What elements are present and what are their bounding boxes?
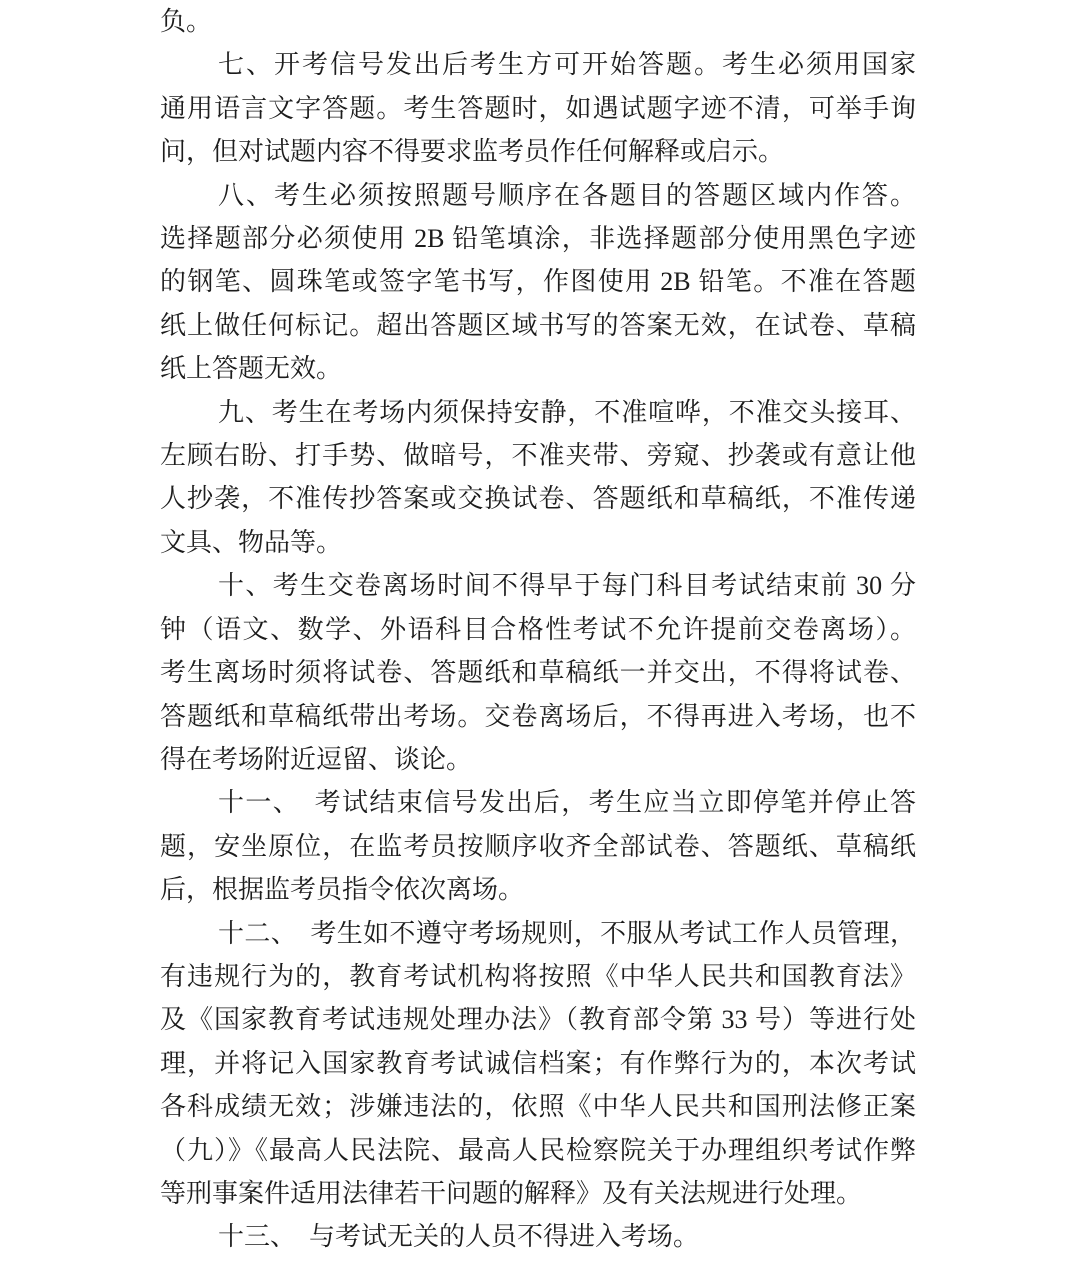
paragraph — [160, 1215, 916, 1258]
text-line: （九）》《最高人民法院、最高人民检察院关于办理组织考试作弊 — [160, 1135, 916, 1165]
text-line: 及《国家教育考试违规处理办法》（教育部令第 33 号）等进行处 — [160, 1005, 916, 1035]
text-line: 左顾右盼、打手势、做暗号，不准夹带、旁窥、抄袭或有意让他 — [160, 441, 916, 471]
text-line: 十一、 考试结束信号发出后，考生应当立即停笔并停止答 — [218, 788, 916, 818]
text-line: 负。 — [160, 7, 213, 36]
text-line: 答题纸和草稿纸带出考场。交卷离场后，不得再进入考场，也不 — [160, 701, 916, 731]
text-line: 题，安坐原位，在监考员按顺序收齐全部试卷、答题纸、草稿纸 — [160, 831, 916, 861]
text-line: 纸上做任何标记。超出答题区域书写的答案无效，在试卷、草稿 — [160, 310, 916, 340]
text-line: 通用语言文字答题。考生答题时，如遇试题字迹不清，可举手询 — [160, 93, 916, 123]
text-line: 纸上答题无效。 — [160, 354, 343, 384]
text-line: 问，但对试题内容不得要求监考员作任何解释或启示。 — [160, 137, 785, 167]
paragraph — [160, 43, 916, 173]
text-line: 理，并将记入国家教育考试诚信档案；有作弊行为的，本次考试 — [160, 1048, 916, 1078]
text-line: 人抄袭，不准传抄答案或交换试卷、答题纸和草稿纸，不准传递 — [160, 484, 916, 514]
paragraph — [160, 174, 916, 391]
paragraph — [160, 564, 916, 781]
text-line: 有违规行为的，教育考试机构将按照《中华人民共和国教育法》 — [160, 961, 916, 991]
text-line: 十、考生交卷离场时间不得早于每门科目考试结束前 30 分 — [218, 571, 916, 601]
text-line: 七、开考信号发出后考生方可开始答题。考生必须用国家 — [218, 50, 916, 80]
text-line: 九、考生在考场内须保持安静，不准喧哗，不准交头接耳、 — [218, 397, 916, 427]
text-line: 十三、 与考试无关的人员不得进入考场。 — [218, 1222, 700, 1252]
paragraph — [160, 781, 916, 911]
text-line: 等刑事案件适用法律若干问题的解释》及有关法规进行处理。 — [160, 1178, 863, 1208]
text-line: 钟（语文、数学、外语科目合格性考试不允许提前交卷离场）。 — [160, 614, 916, 644]
paragraph — [160, 912, 916, 1216]
paragraph — [160, 391, 916, 565]
text-line: 文具、物品等。 — [160, 527, 343, 557]
paragraph — [160, 0, 916, 43]
text-line: 后，根据监考员指令依次离场。 — [160, 875, 525, 905]
document-content — [160, 0, 916, 1259]
text-line: 的钢笔、圆珠笔或签字笔书写，作图使用 2B 铅笔。不准在答题 — [160, 267, 916, 297]
text-line: 八、考生必须按照题号顺序在各题目的答题区域内作答。 — [218, 180, 916, 210]
text-line: 考生离场时须将试卷、答题纸和草稿纸一并交出，不得将试卷、 — [160, 658, 916, 688]
text-line: 各科成绩无效；涉嫌违法的，依照《中华人民共和国刑法修正案 — [160, 1092, 916, 1122]
text-line: 得在考场附近逗留、谈论。 — [160, 744, 473, 774]
text-line: 选择题部分必须使用 2B 铅笔填涂，非选择题部分使用黑色字迹 — [160, 224, 916, 254]
text-line: 十二、 考生如不遵守考场规则，不服从考试工作人员管理， — [218, 918, 916, 948]
